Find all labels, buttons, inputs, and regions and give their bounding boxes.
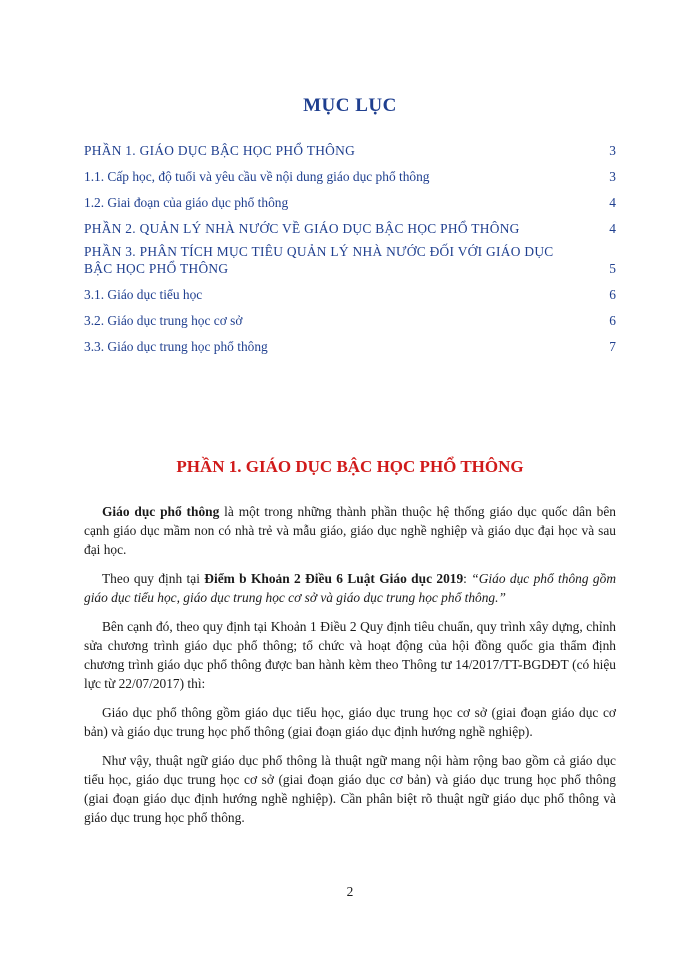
toc-entry-page: 6: [609, 313, 616, 328]
toc-entry-text: 3.2. Giáo dục trung học cơ sở: [84, 313, 243, 328]
toc-entry[interactable]: [84, 338, 616, 355]
toc-entry[interactable]: [84, 194, 616, 211]
paragraph-text: :: [463, 571, 472, 586]
law-citation: Điểm b Khoản 2 Điều 6 Luật Giáo dục 2019: [204, 571, 464, 586]
table-of-contents: [84, 142, 616, 355]
section-body: [84, 502, 616, 837]
toc-entry-text: PHẦN 3. PHÂN TÍCH MỤC TIÊU QUẢN LÝ NHÀ NƯỚC ĐỐI VỚI GIÁO DỤC BẬC HỌC PHỔ THÔNG: [84, 244, 554, 276]
toc-entry[interactable]: [84, 312, 616, 329]
paragraph: [84, 502, 616, 559]
paragraph: [84, 569, 616, 607]
toc-entry-text: 3.3. Giáo dục trung học phổ thông: [84, 339, 268, 354]
toc-entry[interactable]: [84, 286, 616, 303]
paragraph-text: là một trong những thành phần thuộc hệ thống giáo dục quốc dân bên cạnh giáo dục mầm non có nhà trẻ và mẫu giáo, giáo dục nghề nghiệp và giáo dục đại học và sau đại học.: [84, 504, 617, 557]
toc-entry-page: 5: [609, 261, 616, 276]
bold-term: Giáo dục phổ thông: [102, 504, 220, 519]
toc-entry-text: PHẦN 1. GIÁO DỤC BẬC HỌC PHỔ THÔNG: [84, 143, 356, 158]
toc-entry-page: 6: [609, 287, 616, 302]
toc-title: MỤC LỤC: [303, 95, 397, 116]
toc-entry-text: 3.1. Giáo dục tiểu học: [84, 287, 203, 302]
toc-entry[interactable]: [84, 220, 616, 237]
toc-entry-page: 4: [609, 195, 616, 210]
toc-entry-page: 3: [609, 143, 616, 158]
paragraph: Giáo dục phổ thông gồm giáo dục tiểu học, giáo dục trung học cơ sở (giai đoạn giáo dục cơ bản) và giáo dục trung học phổ thông (giai đoạn giáo dục định hướng nghề nghiệp).: [84, 705, 616, 739]
toc-entry-page: 3: [609, 169, 616, 184]
paragraph-text: Theo quy định tại: [102, 571, 205, 586]
page-number: 2: [346, 884, 354, 899]
toc-entry-page: 4: [609, 221, 616, 236]
paragraph: Như vậy, thuật ngữ giáo dục phổ thông là thuật ngữ mang nội hàm rộng bao gồm cả giáo dục tiểu học, giáo dục trung học cơ sở (giai đoạn giáo dục cơ bản) và giáo dục trung học phổ thông (giai đoạn giáo dục định hướng nghề nghiệp). Cần phân biệt rõ thuật ngữ giáo dục phổ thông và giáo dục trung học phổ thông.: [84, 753, 616, 825]
toc-entry[interactable]: [84, 243, 616, 277]
law-quote: “Giáo dục phổ thông gồm giáo dục tiểu học, giáo dục trung học cơ sở và giáo dục trung học phổ thông.”: [84, 571, 616, 605]
toc-entry-text: 1.2. Giai đoạn của giáo dục phổ thông: [84, 195, 289, 210]
toc-entry-text: PHẦN 2. QUẢN LÝ NHÀ NƯỚC VỀ GIÁO DỤC BẬC HỌC PHỔ THÔNG: [84, 221, 520, 236]
section-heading: PHẦN 1. GIÁO DỤC BẬC HỌC PHỔ THÔNG: [176, 457, 524, 476]
toc-entry-text: 1.1. Cấp học, độ tuổi và yêu cầu về nội dung giáo dục phổ thông: [84, 169, 430, 184]
toc-entry-page: 7: [609, 339, 616, 354]
paragraph: Bên cạnh đó, theo quy định tại Khoản 1 Điều 2 Quy định tiêu chuẩn, quy trình xây dựng, chỉnh sửa chương trình giáo dục phổ thông; tổ chức và hoạt động của hội đồng quốc gia thẩm định chương trình giáo dục phổ thông được ban hành kèm theo Thông tư 14/2017/TT-BGDĐT (có hiệu lực từ 22/07/2017) thì:: [84, 619, 616, 691]
toc-entry[interactable]: [84, 168, 616, 185]
toc-entry[interactable]: [84, 142, 616, 159]
